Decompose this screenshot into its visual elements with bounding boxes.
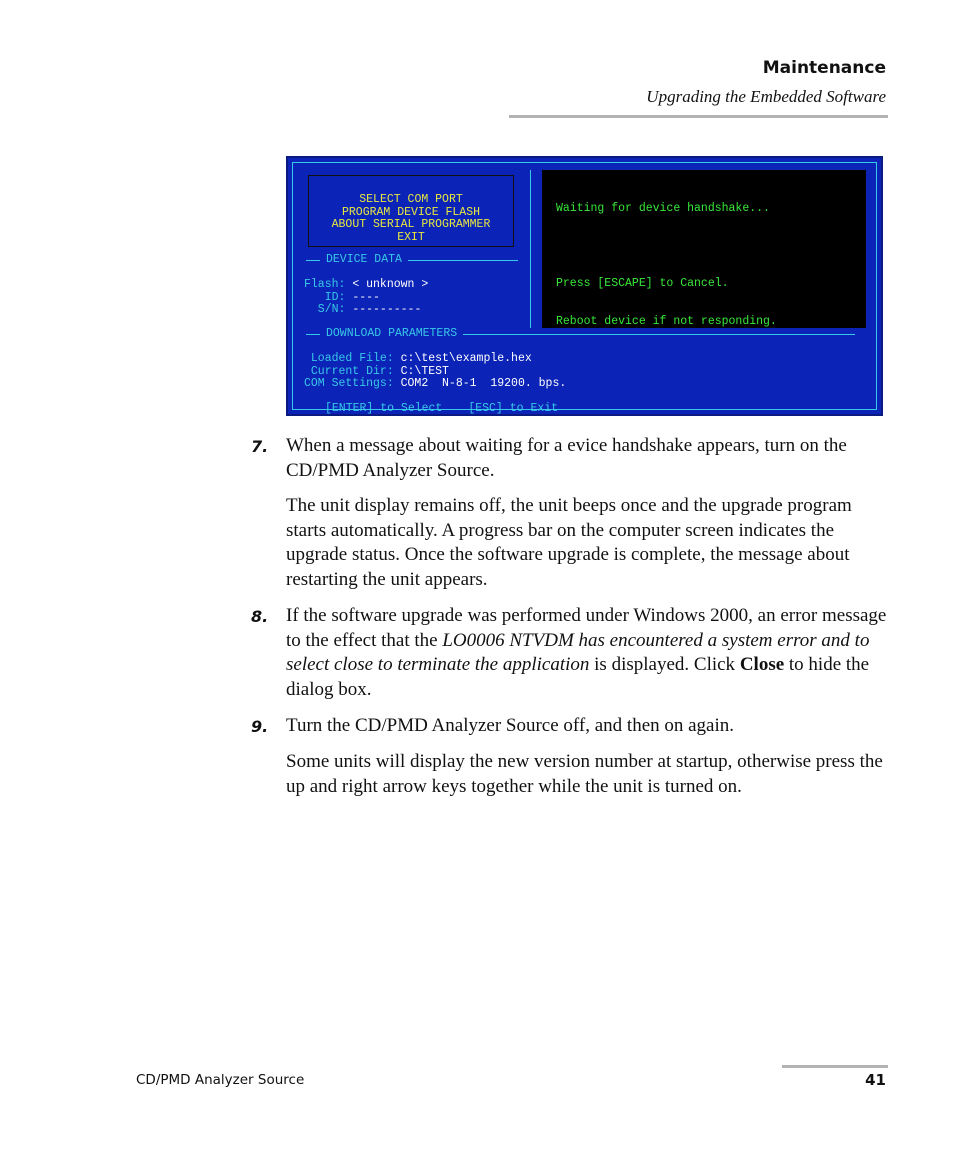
device-data-title: DEVICE DATA [326,253,402,266]
step-9-detail: Some units will display the new version number at startup, otherwise press the up and right arrow keys together while the unit is turned on. [286,751,883,797]
step-8-text-a: If the software upgrade was performed under Windows 2000, an error message to the effect that the [286,605,887,651]
step-number-8: 8. [251,607,269,626]
page-number: 41 [865,1071,886,1089]
terminal-line: Press [ESCAPE] to Cancel. [556,277,729,290]
flash-value: < unknown > [352,278,429,291]
section-subtitle: Upgrading the Embedded Software [646,87,886,106]
com-settings-value: COM2 N-8-1 19200. bps. [400,377,567,390]
section-title: Maintenance [762,58,886,78]
menu-item-about: ABOUT SERIAL PROGRAMMER [331,218,491,231]
step-8-text-e: to hide the dialog box. [286,654,870,701]
loaded-file-label: Loaded File: [304,352,394,365]
download-com-settings [304,378,566,391]
com-settings-label: COM Settings: [304,377,394,390]
close-label: Close [739,654,785,676]
terminal-line [556,241,852,254]
error-message-text: LO0006 NTVDM has encountered a system error and to select close to terminate the application [286,629,870,676]
menu-item-program-device-flash: PROGRAM DEVICE FLASH [341,205,481,219]
step-7-detail: The unit display remains off, the unit beeps once and the upgrade program starts automatically. A progress bar on the computer screen indicates the upgrade status. Once the software upgrade is complete, the message about restarting the unit appears. [286,495,852,591]
footer-rule [782,1065,888,1068]
sn-value: ---------- [352,303,422,316]
loaded-file-value: c:\test\example.hex [400,352,532,365]
current-dir-value: C:\TEST [400,364,449,378]
terminal-line: Reboot device if not responding. [556,314,777,328]
step-7-text: When a message about waiting for a evice handshake appears, turn on the CD/PMD Analyzer Source. [286,435,847,481]
dos-vertical-divider [530,170,531,328]
terminal-panel [542,170,866,328]
dos-footer-line [293,403,854,416]
download-title: DOWNLOAD PARAMETERS [326,327,458,340]
step-8-text-c: is displayed. Click [589,654,740,676]
menu-item-select-com-port: SELECT COM PORT [359,193,463,206]
device-data-heading [306,254,518,267]
footer-doc-title: CD/PMD Analyzer Source [136,1072,305,1088]
dos-footer-esc: [ESC] to Exit [468,402,559,415]
dos-screenshot [286,156,883,416]
step-number-9: 9. [251,717,269,736]
menu-item-exit: EXIT [397,230,425,244]
step-number-7: 7. [251,437,269,456]
current-dir-label: Current Dir: [304,364,394,378]
step-9-text: Turn the CD/PMD Analyzer Source off, and then on again. [286,715,735,736]
device-data-sn [304,304,421,317]
sn-label: S/N: [304,303,346,316]
flash-label: Flash: [304,278,346,291]
id-value: ---- [352,290,380,304]
header-rule [509,115,888,118]
dos-menu [308,175,514,247]
terminal-line: Waiting for device handshake... [556,202,770,215]
step-8-text [286,604,890,703]
id-label: ID: [304,290,346,304]
dos-footer-enter: [ENTER] to Select [325,402,443,415]
